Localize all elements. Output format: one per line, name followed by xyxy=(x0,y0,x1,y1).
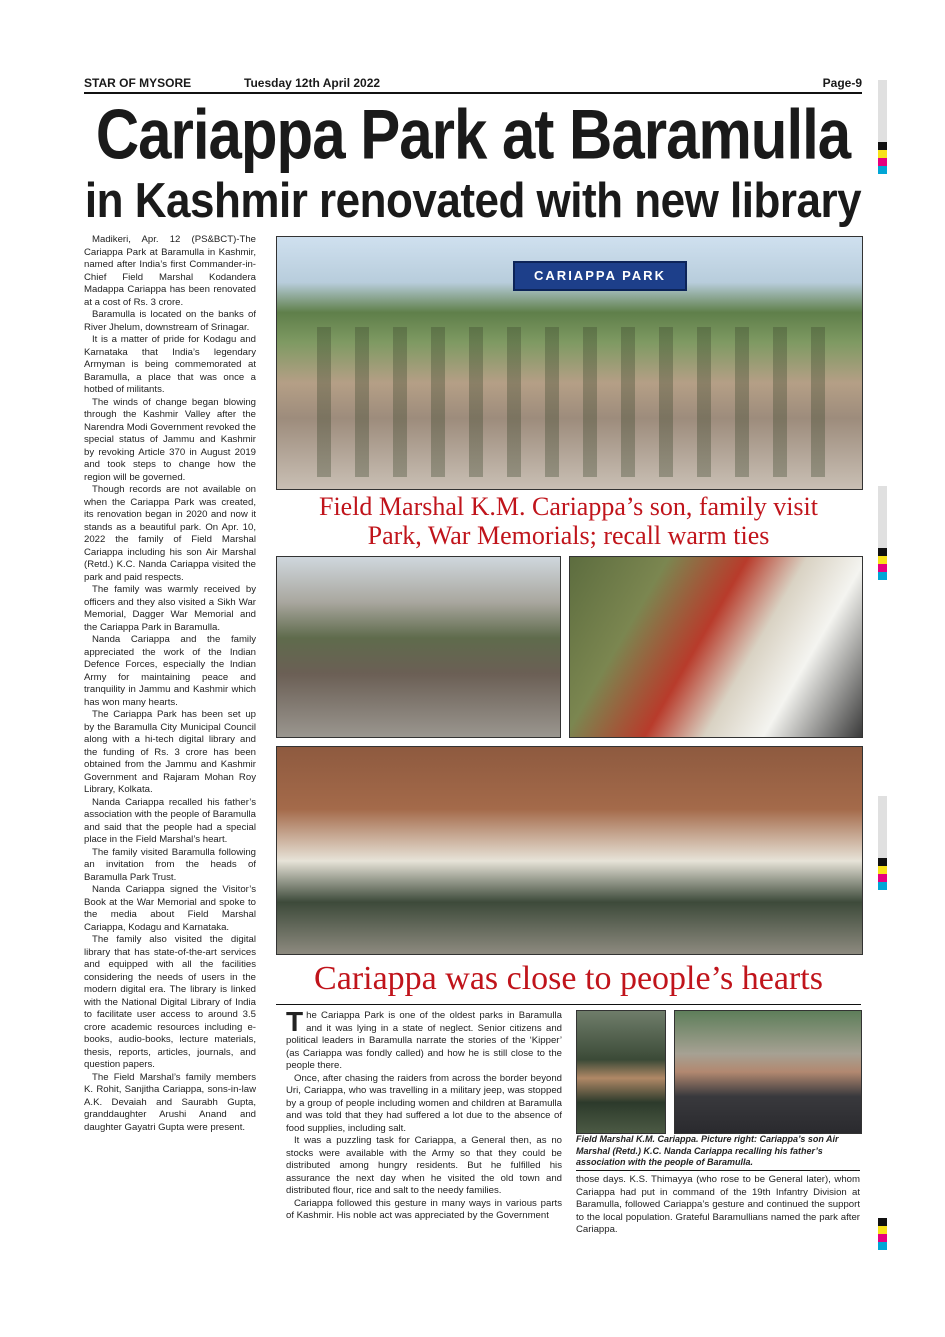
paragraph: The Field Marshal’s family members K. Rohit, Sanjitha Cariappa, sons-in-law A.K. Devaiah and Saurabh Gupta, granddaughter Arushi Anand and daughter Gayatri Gupta were present. xyxy=(84,1071,256,1133)
paragraph: The family was warmly received by officers and they also visited a Sikh War Memorial, Dagger War Memorial and the Cariappa Park in Baramulla. xyxy=(84,584,256,633)
paragraph: The family visited Baramulla following an invitation from the heads of Baramulla Park Trust. xyxy=(84,846,256,883)
subhead-line2: Park, War Memorials; recall warm ties xyxy=(367,521,770,550)
reg-mark xyxy=(878,548,887,580)
park-sign: CARIAPPA PARK xyxy=(513,261,687,291)
paper-name: STAR OF MYSORE xyxy=(84,76,192,90)
photo-park-entrance xyxy=(276,236,863,490)
reg-grey-bar xyxy=(878,80,887,142)
subhead-close-to-hearts: Cariappa was close to people’s hearts xyxy=(314,960,823,997)
story2-column1 xyxy=(286,1010,562,1250)
paragraph: Nanda Cariappa recalled his father’s association with the people of Baramulla and said that the people had a special place in the Field Marshal’s heart. xyxy=(84,796,256,845)
headline-line2: in Kashmir renovated with new library xyxy=(84,173,862,228)
photo-field-marshal-portrait xyxy=(576,1010,666,1134)
paragraph: It was a puzzling task for Cariappa, a General then, as no stocks were available with the Army so that they could be distributed among hungry residents. But he fulfilled his assurance the next day when he visited the old town and distributed flour, rice and salt to the needy families. xyxy=(286,1135,562,1196)
headline-line1: Cariappa Park at Baramulla xyxy=(95,94,851,174)
paragraph: The winds of change began blowing through the Kashmir Valley after the Narendra Modi Government revoked the special status of Jammu and Kashmir by revoking Article 370 in August 2019 and took steps to change how the region will be governed. xyxy=(84,396,256,483)
reg-mark xyxy=(878,142,887,174)
paragraph: Madikeri, Apr. 12 (PS&BCT)-The Cariappa Park at Baramulla in Kashmir, named after India’s first Commander-in-Chief Field Marshal Kodandera Madappa Cariappa has been renovated at a cost of Rs. 3 crore. xyxy=(84,234,256,308)
photo-family-group xyxy=(276,746,863,955)
paragraph: Once, after chasing the raiders from across the border beyond Uri, Cariappa, who was travelling in a military jeep, was stopped by a group of people including women and children at Baramulla and was told that they had suffered a lot due to the absence of food supplies, including salt. xyxy=(286,1072,562,1134)
paragraph: The family also visited the digital library that has state-of-the-art services and equipped with all the facilities considering the needs of users in the modern digital era. The library is linked with the National Digital Library of India to facilitate user access to around 3.5 crore academic resources including e-books, audio-books, lecture materials, thesis, reports, articles, journals, and question papers. xyxy=(84,934,256,1070)
paragraph-text: he Cariappa Park is one of the oldest parks in Baramulla and it was lying in a state of neglect. Senior citizens and political leaders in Baramulla narrate the stories of the ‘Kipper’ (as Cariappa was fondly called) and how he is still close to the people there. xyxy=(286,1010,562,1071)
reg-grey-bar xyxy=(878,486,887,548)
reg-grey-bar xyxy=(878,796,887,858)
subhead-line1: Field Marshal K.M. Cariappa’s son, family visit xyxy=(318,492,818,521)
left-column-story xyxy=(84,234,256,1264)
drop-cap: T xyxy=(286,1010,304,1037)
issue-date: Tuesday 12th April 2022 xyxy=(244,76,381,90)
paragraph: The Cariappa Park has been set up by the Baramulla City Municipal Council along with a hi-tech digital library and the funding of Rs. 3 crore has been obtained from the Jammu and Kashmir Government and Rajaram Mohan Roy Library, Kolkata. xyxy=(84,709,256,795)
divider xyxy=(276,1004,861,1005)
photo-caption: Field Marshal K.M. Cariappa. Picture right: Cariappa’s son Air Marshal (Retd.) K.C. Nanda Cariappa recalling his father’s association with the people of Baramulla. xyxy=(576,1134,839,1167)
story2-column2 xyxy=(576,1174,860,1237)
caption-rule xyxy=(576,1170,860,1171)
paragraph: Though records are not available on when the Cariappa Park was created, its renovation began in 2020 and now it stands as a beautiful park. On Apr. 10, 2022 the family of Field Marshal Cariappa including his son Air Marshal (Retd.) K.C. Nanda Cariappa visited the park and paid respects. xyxy=(84,484,256,583)
masthead-rule xyxy=(84,92,862,94)
masthead xyxy=(84,76,862,92)
paragraph: It is a matter of pride for Kodagu and Karnataka that India’s legendary Armyman is being commemorated at Baramulla, a place that was once a hotbed of militants. xyxy=(84,334,256,395)
paragraph: Nanda Cariappa and the family appreciated the work of the Indian Defence Forces, especially the Indian Army for maintaining peace and tranquility in Jammu and Kashmir which has won many hearts. xyxy=(84,634,256,708)
photo-nanda-cariappa-interview xyxy=(674,1010,862,1134)
paragraph: those days. K.S. Thimayya (who rose to be General later), whom Cariappa had put in command of the 19th Infantry Division at Baramulla, followed Cariappa’s gesture and continued the support to the local population. Grateful Baramullians named the park after Cariappa. xyxy=(576,1174,860,1235)
reg-mark xyxy=(878,858,887,890)
paragraph: Baramulla is located on the banks of River Jhelum, downstream of Srinagar. xyxy=(84,309,256,333)
people-group xyxy=(317,327,837,477)
photo-reception xyxy=(276,556,561,738)
photo-war-memorial-wreath xyxy=(569,556,863,738)
reg-mark xyxy=(878,1218,887,1250)
subhead-family-visit xyxy=(276,492,861,550)
paragraph: Nanda Cariappa signed the Visitor’s Book at the War Memorial and spoke to the media about Field Marshal Cariappa, Kodagu and Karnataka. xyxy=(84,884,256,933)
paragraph: Cariappa followed this gesture in many ways in various parts of Kashmir. His noble act was appreciated by the Government xyxy=(286,1197,562,1221)
paragraph xyxy=(286,1010,562,1073)
page-number: Page-9 xyxy=(822,76,862,90)
